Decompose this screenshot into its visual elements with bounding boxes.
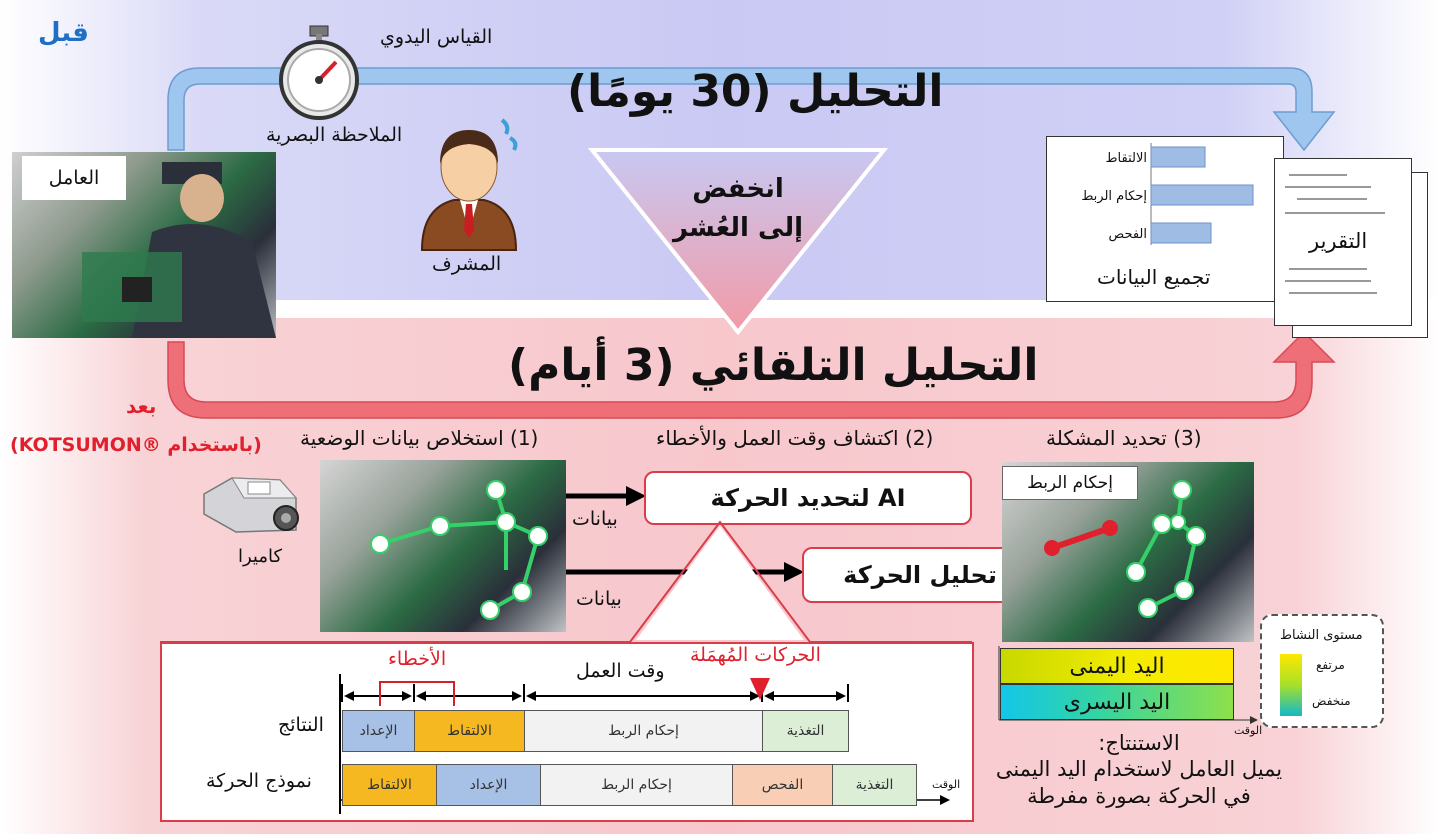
supervisor-icon bbox=[414, 112, 524, 252]
result-cell-feed: التغذية bbox=[762, 710, 849, 752]
manual-measurement-label: القياس اليدوي bbox=[380, 26, 493, 48]
tightening-tag: إحكام الربط bbox=[1002, 466, 1138, 500]
data-collection-bar-label: إحكام الربط bbox=[1081, 189, 1147, 204]
left-hand-bar: اليد اليسرى bbox=[1000, 684, 1234, 720]
report-document bbox=[1274, 158, 1412, 326]
work-time-label: وقت العمل bbox=[576, 660, 665, 682]
model-cell-setup: الإعداد bbox=[436, 764, 541, 806]
callout-lines bbox=[160, 520, 972, 644]
reduced-text bbox=[660, 170, 816, 248]
using-kotsumon-label: (باستخدام ®KOTSUMON) bbox=[10, 434, 262, 456]
data-label-1: بيانات bbox=[572, 508, 618, 530]
visual-observation-label: الملاحظة البصرية bbox=[266, 124, 403, 146]
result-cell-setup: الإعداد bbox=[342, 710, 415, 752]
results-label: النتائج bbox=[278, 714, 324, 736]
ai-motion-box: AI لتحديد الحركة bbox=[644, 471, 972, 525]
reduced-line1: انخفض bbox=[692, 174, 784, 204]
activity-high: مرتفع bbox=[1316, 658, 1345, 672]
motion-model-label: نموذج الحركة bbox=[206, 770, 312, 792]
activity-legend bbox=[1260, 614, 1384, 728]
conclusion-line1: يميل العامل لاستخدام اليد اليمنى bbox=[995, 757, 1283, 782]
timeline-time-label: الوقت bbox=[932, 778, 961, 791]
right-hand-bar: اليد اليمنى bbox=[1000, 648, 1234, 684]
activity-gradient bbox=[1280, 654, 1302, 716]
activity-title: مستوى النشاط bbox=[1280, 628, 1363, 643]
stopwatch-icon bbox=[272, 22, 366, 122]
before-label: قبل bbox=[38, 18, 89, 48]
data-collection-title: تجميع البيانات bbox=[1097, 265, 1211, 289]
result-cell-tighten: إحكام الربط bbox=[524, 710, 763, 752]
activity-low: منخفض bbox=[1312, 694, 1351, 708]
step1-label: (1) استخلاص بيانات الوضعية bbox=[300, 426, 539, 450]
step2-label: (2) اكتشاف وقت العمل والأخطاء bbox=[656, 426, 934, 450]
camera-label: كاميرا bbox=[238, 546, 283, 567]
data-collection-bar bbox=[1151, 185, 1253, 205]
wasted-motions-label: الحركات المُهمَلة bbox=[690, 644, 821, 666]
conclusion-title: الاستنتاج: bbox=[1098, 731, 1180, 755]
data-collection-bar-label: الالتقاط bbox=[1105, 151, 1147, 166]
data-collection-chart bbox=[1047, 137, 1283, 257]
motion-analysis-box: تحليل الحركة bbox=[802, 547, 1038, 603]
model-cell-inspect: الفحص bbox=[732, 764, 833, 806]
analysis-30-title: التحليل (30 يومًا) bbox=[567, 66, 944, 117]
after-label: بعد bbox=[126, 394, 157, 418]
report-label: التقرير bbox=[1309, 229, 1368, 253]
auto-analysis-title: التحليل التلقائي (3 أيام) bbox=[508, 340, 1039, 391]
hand-axis bbox=[998, 646, 1258, 726]
model-cell-tighten: إحكام الربط bbox=[540, 764, 733, 806]
data-label-2: بيانات bbox=[576, 588, 622, 610]
data-collection-bar-label: الفحص bbox=[1108, 227, 1147, 242]
hand-time-label: الوقت bbox=[1234, 724, 1263, 737]
supervisor-label: المشرف bbox=[432, 253, 502, 275]
conclusion bbox=[994, 730, 1284, 809]
timeline-box bbox=[160, 642, 974, 822]
data-collection-box bbox=[1046, 136, 1284, 302]
reduced-line2: إلى العُشر bbox=[672, 213, 803, 243]
result-cell-pick: الالتقاط bbox=[414, 710, 525, 752]
step3-label: (3) تحديد المشكلة bbox=[1046, 426, 1202, 450]
worker-label: العامل bbox=[22, 156, 126, 200]
model-cell-pick: الالتقاط bbox=[342, 764, 437, 806]
model-cell-feed: التغذية bbox=[832, 764, 917, 806]
conclusion-line2: في الحركة بصورة مفرطة bbox=[1027, 783, 1251, 808]
data-collection-bar bbox=[1151, 147, 1205, 167]
data-collection-bar bbox=[1151, 223, 1211, 243]
errors-label: الأخطاء bbox=[388, 648, 447, 670]
